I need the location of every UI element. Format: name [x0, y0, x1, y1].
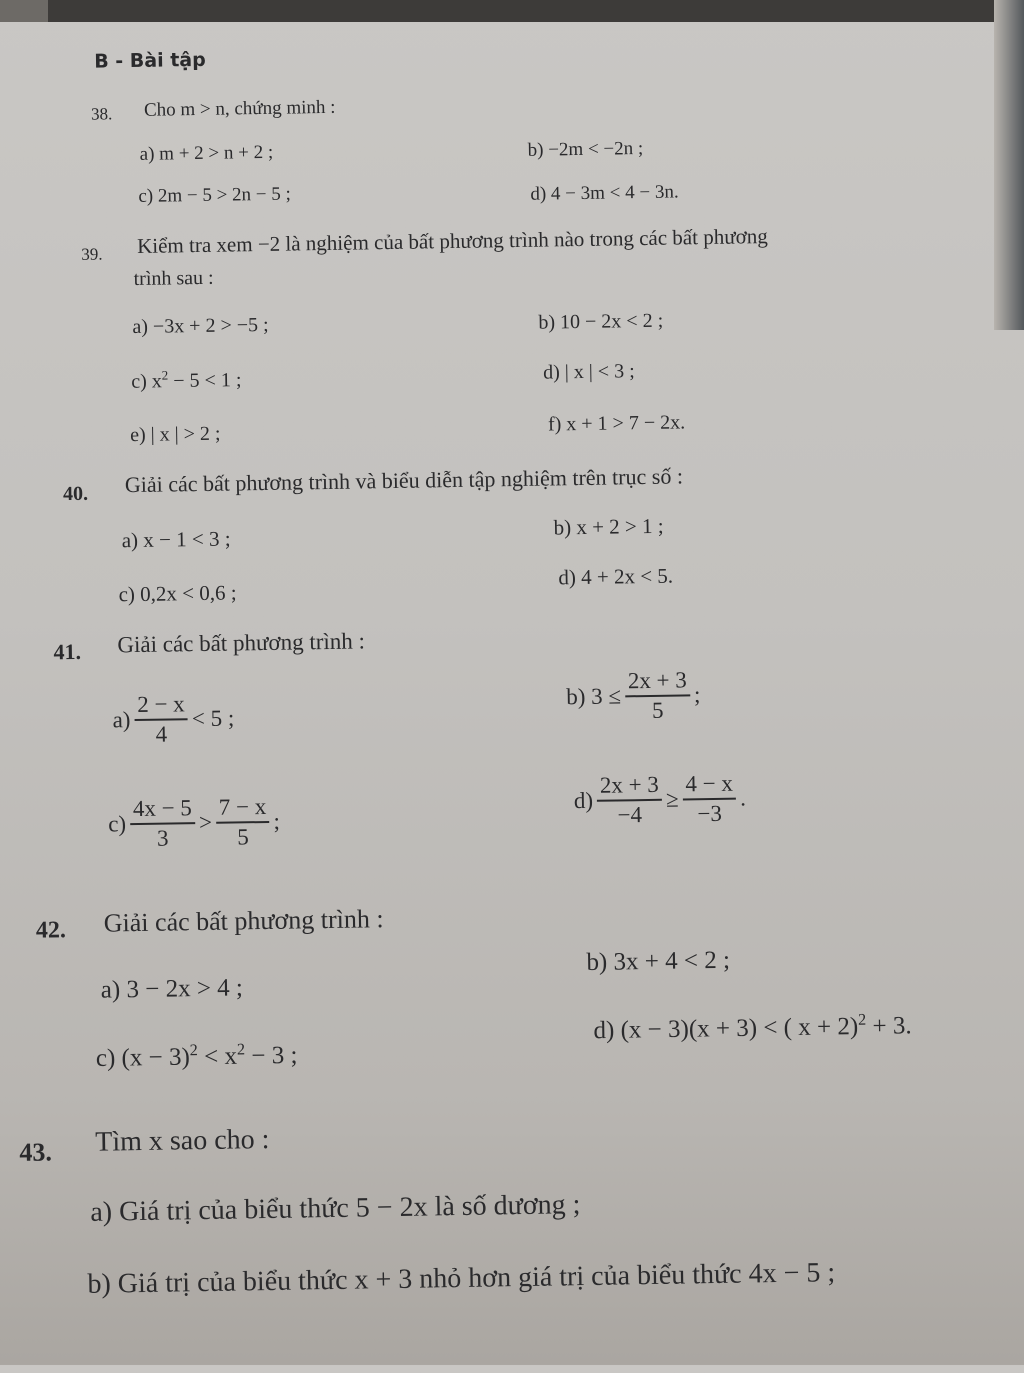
fraction-41c-left: $\frac{4x - 5}{3}$	[130, 795, 196, 853]
exercise-38-prompt: Cho m > n, chứng minh :	[143, 96, 336, 121]
exercise-40-prompt: Giải các bất phương trình và biểu diễn tập nghiệm trên trục số :	[124, 463, 684, 498]
exercise-40-a: a) x − 1 < 3 ;	[121, 526, 231, 553]
exercise-41-c: c) $\frac{4x - 5}{3}$ > $\frac{7 - x}{5}$ ;	[108, 794, 281, 852]
exercise-41-prompt: Giải các bất phương trình :	[117, 628, 366, 658]
exercise-41-a: a) $\frac{2 - x}{4}$ < 5 ;	[112, 691, 235, 748]
exercise-39-f: f) x + 1 > 7 − 2x.	[547, 411, 686, 436]
exercise-42-b: b) 3x + 4 < 2 ;	[586, 946, 731, 976]
exercise-38-c: c) 2m − 5 > 2n − 5 ;	[138, 183, 291, 207]
exercise-39-b: b) 10 − 2x < 2 ;	[538, 309, 664, 334]
exercise-39-c: c) $x^2 - 5 < 1$ ;	[131, 367, 242, 393]
exercise-42-a: a) 3 − 2x > 4 ;	[100, 974, 244, 1004]
exercise-42-d: d) (x − 3)(x + 3) < ( x + 2)$^2$ + 3.	[593, 1010, 912, 1045]
exercise-43-a: a) Giá trị của biểu thức 5 − 2x là số dương ;	[90, 1189, 581, 1228]
exercise-39-d: d) | x | < 3 ;	[543, 360, 635, 384]
exercise-40-c: c) 0,2x < 0,6 ;	[118, 580, 237, 607]
exercise-39-prompt-line1: Kiểm tra xem −2 là nghiệm của bất phương trình nào trong các bất phương	[136, 224, 768, 258]
exercise-40-number: 40.	[62, 482, 89, 506]
exercise-41-d: d) $\frac{2x + 3}{-4}$ ≥ $\frac{4 - x}{-3}$ .	[573, 770, 747, 828]
exercise-42-c: c) $(x - 3)^2 < x^2 - 3$ ;	[95, 1040, 298, 1073]
exercise-43-b: b) Giá trị của biểu thức x + 3 nhỏ hơn giá trị của biểu thức 4x − 5 ;	[87, 1257, 836, 1300]
exercise-38-b: b) −2m < −2n ;	[527, 138, 644, 161]
fraction-41d-right: $\frac{4 - x}{-3}$	[682, 771, 736, 829]
exercise-39-prompt-line2: trình sau :	[133, 266, 214, 291]
fraction-41b: $\frac{2x + 3}{5}$	[625, 667, 691, 725]
fraction-41a: $\frac{2 - x}{4}$	[134, 691, 188, 749]
exercise-43-number: 43.	[19, 1137, 53, 1167]
exercise-38-d: d) 4 − 3m < 4 − 3n.	[530, 181, 679, 205]
exercise-39-a: a) −3x + 2 > −5 ;	[132, 313, 269, 339]
exercise-38-a: a) m + 2 > n + 2 ;	[139, 141, 274, 165]
exercise-42-prompt: Giải các bất phương trình :	[103, 904, 384, 938]
exercise-41-number: 41.	[53, 638, 82, 665]
exercise-41-b: b) 3 ≤ $\frac{2x + 3}{5}$ ;	[566, 667, 701, 724]
exercise-42-number: 42.	[35, 917, 67, 944]
exercise-43-prompt: Tìm x sao cho :	[94, 1123, 270, 1158]
fraction-41d-left: $\frac{2x + 3}{-4}$	[597, 772, 663, 830]
exercise-40-b: b) x + 2 > 1 ;	[553, 513, 664, 540]
exercise-38-number: 38.	[90, 104, 113, 124]
exercise-39-e: e) | x | > 2 ;	[129, 422, 221, 447]
exercise-39-number: 39.	[81, 244, 103, 264]
exercise-40-d: d) 4 + 2x < 5.	[558, 563, 674, 590]
section-title: B - Bài tập	[94, 48, 206, 73]
fraction-41c-right: $\frac{7 - x}{5}$	[216, 794, 270, 852]
